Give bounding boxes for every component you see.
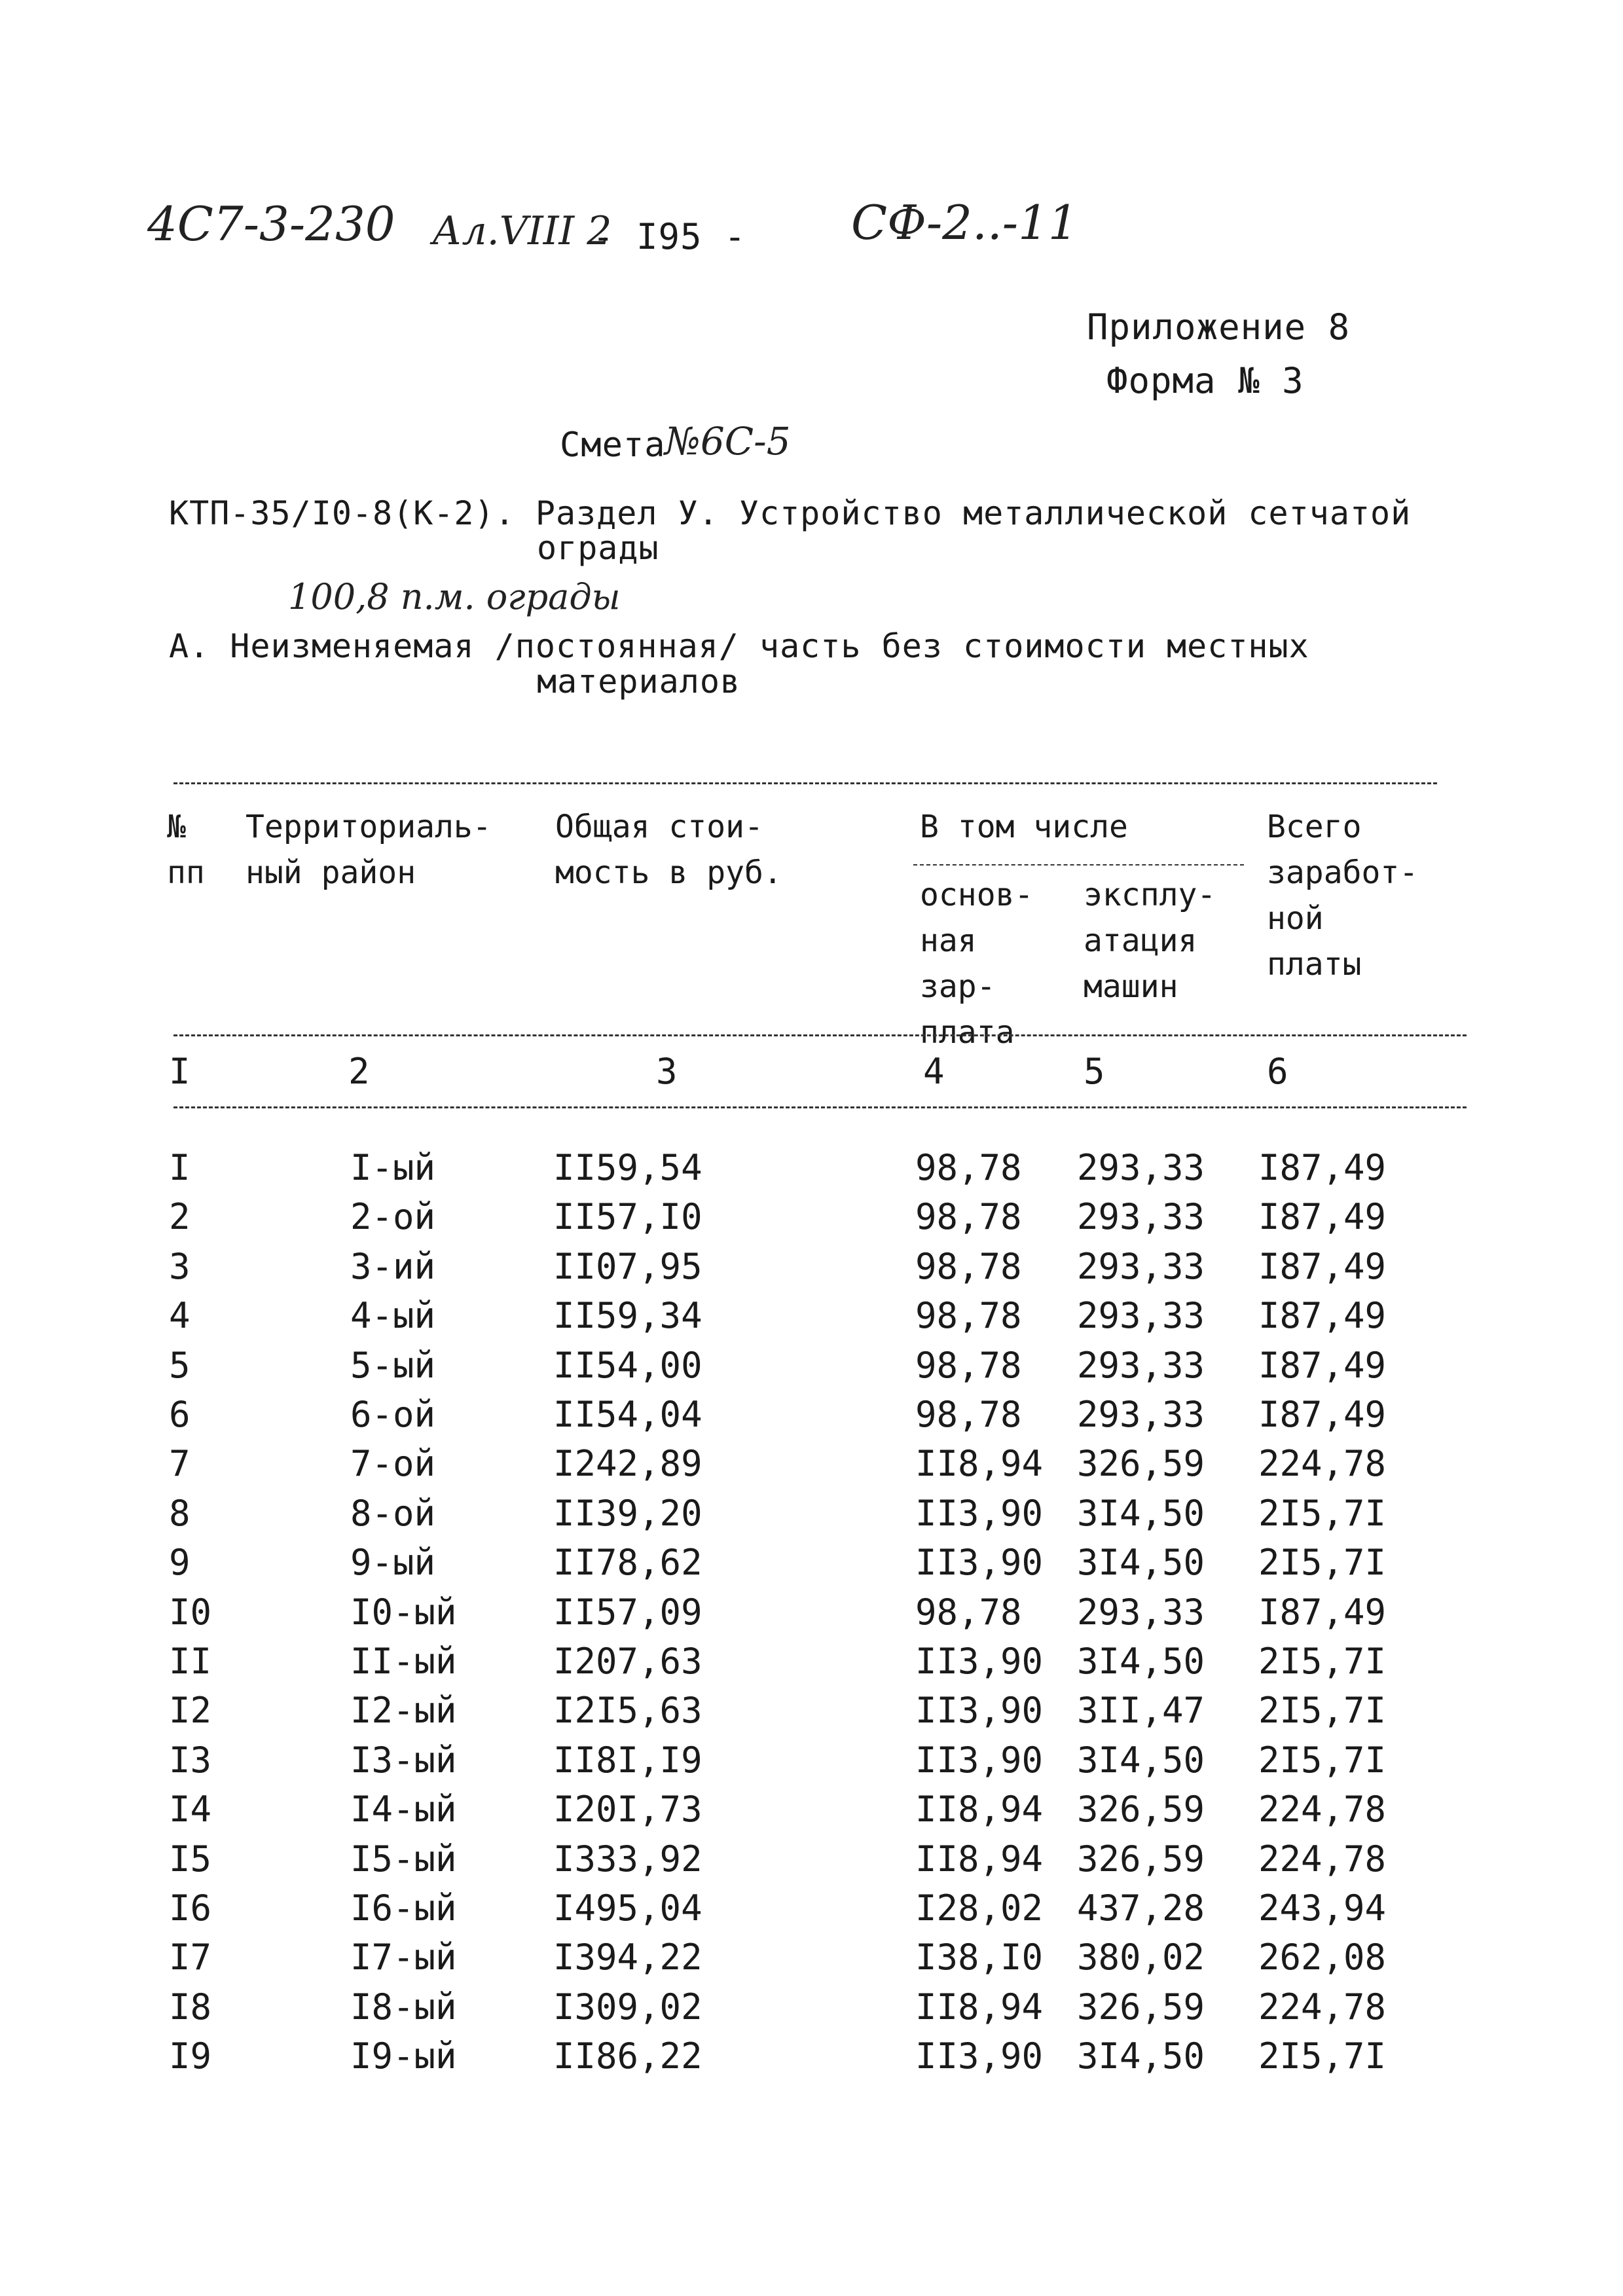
- table-cell: 7: [169, 1443, 191, 1484]
- header-col-total-wages: Всего заработ- ной платы: [1267, 809, 1419, 983]
- table-cell: I7-ый: [350, 1937, 457, 1978]
- table-cell: I2I5,63: [553, 1690, 702, 1731]
- table-cell: I38,I0: [915, 1937, 1044, 1978]
- table-cell: II8,94: [915, 1986, 1044, 2028]
- table-cell: I20I,73: [553, 1789, 702, 1830]
- table-cell: 2: [169, 1196, 191, 1237]
- table-cell: I28,02: [915, 1887, 1044, 1929]
- table-cell: I495,04: [553, 1887, 702, 1929]
- table-cell: I5: [169, 1838, 212, 1880]
- table-cell: 293,33: [1077, 1592, 1205, 1633]
- table-cell: I87,49: [1258, 1345, 1387, 1386]
- table-cell: 326,59: [1077, 1789, 1205, 1830]
- table-cell: 224,78: [1258, 1443, 1387, 1484]
- table-cell: 98,78: [915, 1592, 1022, 1633]
- table-cell: 380,02: [1077, 1937, 1205, 1978]
- table-cell: 262,08: [1258, 1937, 1387, 1978]
- column-number-5: 5: [1084, 1051, 1105, 1092]
- table-cell: I87,49: [1258, 1394, 1387, 1435]
- table-cell: II3,90: [915, 1690, 1044, 1731]
- table-cell: 5-ый: [350, 1345, 436, 1386]
- table-cell: I9-ый: [350, 2035, 457, 2077]
- document-title-cont: ограды: [537, 529, 659, 567]
- table-cell: 5: [169, 1345, 191, 1386]
- table-cell: 9-ый: [350, 1542, 436, 1583]
- table-cell: I6: [169, 1887, 212, 1929]
- estimate-label: Смета: [560, 426, 666, 465]
- table-cell: 98,78: [915, 1345, 1022, 1386]
- table-cell: II8,94: [915, 1838, 1044, 1880]
- table-cell: I8-ый: [350, 1986, 457, 2028]
- table-cell: 293,33: [1077, 1246, 1205, 1287]
- appendix-label: Приложение 8: [1087, 306, 1351, 348]
- table-cell: I4: [169, 1789, 212, 1830]
- table-cell: 8-ой: [350, 1493, 436, 1534]
- table-cell: I87,49: [1258, 1196, 1387, 1237]
- table-cell: 326,59: [1077, 1443, 1205, 1484]
- table-cell: II59,34: [553, 1295, 702, 1336]
- table-cell: II3,90: [915, 1542, 1044, 1583]
- table-cell: 2I5,7I: [1258, 1542, 1387, 1583]
- table-cell: 2I5,7I: [1258, 1740, 1387, 1781]
- table-cell: 2I5,7I: [1258, 2035, 1387, 2077]
- table-cell: I-ый: [350, 1147, 436, 1188]
- header-col-base-salary: основ- ная зар- плата: [920, 877, 1034, 1051]
- table-cell: 98,78: [915, 1246, 1022, 1287]
- table-cell: II78,62: [553, 1542, 702, 1583]
- table-cell: II3,90: [915, 2035, 1044, 2077]
- table-cell: 3I4,50: [1077, 1740, 1205, 1781]
- table-cell: 8: [169, 1493, 191, 1534]
- table-cell: I87,49: [1258, 1246, 1387, 1287]
- table-cell: 3II,47: [1077, 1690, 1205, 1731]
- estimate-number: №6С-5: [665, 419, 791, 464]
- table-cell: I3-ый: [350, 1740, 457, 1781]
- album-number: Ал.VIII 2: [432, 208, 612, 254]
- form-label: Форма № 3: [1106, 360, 1304, 401]
- header-col-number: № пп: [167, 809, 205, 891]
- table-cell: II3,90: [915, 1740, 1044, 1781]
- table-cell: 7-ой: [350, 1443, 436, 1484]
- table-cell: 4: [169, 1295, 191, 1336]
- table-cell: II57,09: [553, 1592, 702, 1633]
- table-cell: 2-ой: [350, 1196, 436, 1237]
- table-cell: II8I,I9: [553, 1740, 702, 1781]
- table-cell: 224,78: [1258, 1986, 1387, 2028]
- table-cell: II3,90: [915, 1641, 1044, 1682]
- table-cell: 2I5,7I: [1258, 1493, 1387, 1534]
- document-title: КТП-35/I0-8(К-2). Раздел У. Устройство металлической сетчатой: [169, 494, 1412, 532]
- table-cell: 2I5,7I: [1258, 1641, 1387, 1682]
- table-cell: II57,I0: [553, 1196, 702, 1237]
- table-cell: 98,78: [915, 1295, 1022, 1336]
- table-cell: I2: [169, 1690, 212, 1731]
- column-number-6: 6: [1267, 1051, 1288, 1092]
- table-cell: 243,94: [1258, 1887, 1387, 1929]
- header-col-machine-operation: эксплу- атация машин: [1084, 877, 1216, 1005]
- table-cell: 326,59: [1077, 1838, 1205, 1880]
- table-cell: I0: [169, 1592, 212, 1633]
- table-cell: II: [169, 1641, 212, 1682]
- table-cell: I4-ый: [350, 1789, 457, 1830]
- page-number: - I95 -: [593, 216, 746, 257]
- archive-code: 4С7-3-230: [147, 196, 395, 251]
- table-cell: I309,02: [553, 1986, 702, 2028]
- table-cell: II86,22: [553, 2035, 702, 2077]
- table-cell: I333,92: [553, 1838, 702, 1880]
- table-cell: I242,89: [553, 1443, 702, 1484]
- table-cell: 293,33: [1077, 1147, 1205, 1188]
- table-cell: II8,94: [915, 1789, 1044, 1830]
- table-cell: 293,33: [1077, 1345, 1205, 1386]
- column-number-3: 3: [656, 1051, 678, 1092]
- table-cell: 293,33: [1077, 1196, 1205, 1237]
- table-cell: 293,33: [1077, 1295, 1205, 1336]
- table-top-rule: [173, 782, 1437, 784]
- quantity-note: 100,8 п.м. ограды: [288, 576, 621, 617]
- table-cell: 3I4,50: [1077, 2035, 1205, 2077]
- table-cell: 3I4,50: [1077, 1641, 1205, 1682]
- table-cell: 2I5,7I: [1258, 1690, 1387, 1731]
- table-cell: 326,59: [1077, 1986, 1205, 2028]
- table-cell: 224,78: [1258, 1789, 1387, 1830]
- table-cell: I87,49: [1258, 1295, 1387, 1336]
- table-cell: II59,54: [553, 1147, 702, 1188]
- table-cell: II54,04: [553, 1394, 702, 1435]
- table-cell: I87,49: [1258, 1147, 1387, 1188]
- table-cell: 6-ой: [350, 1394, 436, 1435]
- table-cell: I6-ый: [350, 1887, 457, 1929]
- table-cell: 98,78: [915, 1196, 1022, 1237]
- table-cell: 224,78: [1258, 1838, 1387, 1880]
- table-cell: I9: [169, 2035, 212, 2077]
- table-cell: I7: [169, 1937, 212, 1978]
- table-cell: 9: [169, 1542, 191, 1583]
- table-cell: 98,78: [915, 1147, 1022, 1188]
- table-cell: I394,22: [553, 1937, 702, 1978]
- table-cell: II39,20: [553, 1493, 702, 1534]
- table-cell: 6: [169, 1394, 191, 1435]
- column-number-1: I: [169, 1051, 191, 1092]
- column-number-2: 2: [348, 1051, 370, 1092]
- header-col-total-cost: Общая стои- мость в руб.: [555, 809, 782, 891]
- table-cell: I8: [169, 1986, 212, 2028]
- table-cell: II54,00: [553, 1345, 702, 1386]
- table-cell: I87,49: [1258, 1592, 1387, 1633]
- header-bottom-rule: [173, 1034, 1467, 1036]
- table-cell: 3: [169, 1246, 191, 1287]
- table-cell: I3: [169, 1740, 212, 1781]
- table-cell: 3I4,50: [1077, 1493, 1205, 1534]
- section-heading-cont: материалов: [537, 663, 741, 701]
- table-cell: I207,63: [553, 1641, 702, 1682]
- header-col-district: Территориаль- ный район: [246, 809, 492, 891]
- table-cell: I5-ый: [350, 1838, 457, 1880]
- table-cell: 4-ый: [350, 1295, 436, 1336]
- table-cell: I0-ый: [350, 1592, 457, 1633]
- header-group-rule: [913, 864, 1244, 866]
- table-cell: I: [169, 1147, 191, 1188]
- table-cell: 437,28: [1077, 1887, 1205, 1929]
- table-cell: II3,90: [915, 1493, 1044, 1534]
- sheet-code: СФ-2..-11: [851, 195, 1078, 250]
- table-cell: I2-ый: [350, 1690, 457, 1731]
- table-cell: 3-ий: [350, 1246, 436, 1287]
- table-cell: II8,94: [915, 1443, 1044, 1484]
- column-number-4: 4: [923, 1051, 945, 1092]
- table-cell: II-ый: [350, 1641, 457, 1682]
- section-heading: А. Неизменяемая /постоянная/ часть без стоимости местных: [169, 627, 1309, 665]
- table-cell: 293,33: [1077, 1394, 1205, 1435]
- table-cell: II07,95: [553, 1246, 702, 1287]
- column-numbers-rule: [173, 1106, 1467, 1108]
- header-group-including: В том числе: [920, 809, 1128, 845]
- table-cell: 3I4,50: [1077, 1542, 1205, 1583]
- table-cell: 98,78: [915, 1394, 1022, 1435]
